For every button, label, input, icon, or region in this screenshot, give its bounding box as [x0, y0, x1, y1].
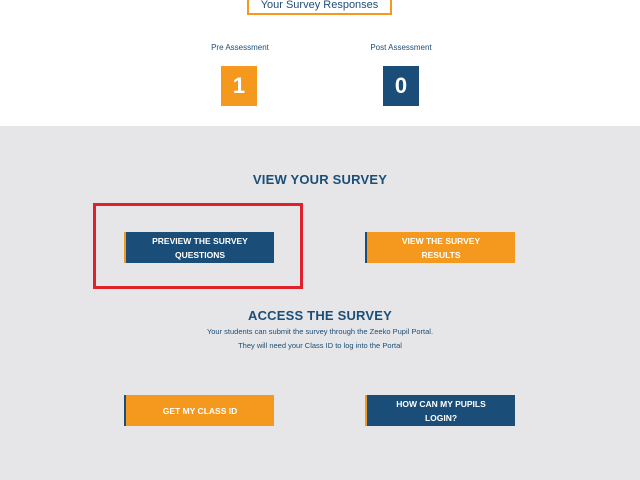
- view-survey-results-button[interactable]: [365, 232, 515, 263]
- preview-survey-questions-label: PREVIEW THE SURVEY QUESTIONS: [152, 235, 248, 260]
- access-survey-heading: ACCESS THE SURVEY: [247, 308, 393, 323]
- pre-assessment-label: Pre Assessment: [211, 43, 269, 52]
- preview-survey-questions-button[interactable]: [124, 232, 274, 263]
- post-assessment-label: Post Assessment: [370, 43, 432, 52]
- survey-responses-tab[interactable]: Your Survey Responses: [247, 0, 392, 15]
- view-survey-results-label: VIEW THE SURVEY RESULTS: [401, 235, 481, 260]
- access-info-line-2: They will need your Class ID to log into the Portal: [238, 341, 402, 350]
- view-survey-heading: VIEW YOUR SURVEY: [252, 172, 388, 187]
- how-can-my-pupils-login-label: HOW CAN MY PUPILS LOGIN?: [396, 398, 486, 423]
- how-can-my-pupils-login-button[interactable]: [365, 395, 515, 426]
- get-my-class-id-label: GET MY CLASS ID: [162, 405, 238, 416]
- responses-panel: [0, 0, 640, 126]
- get-my-class-id-button[interactable]: [124, 395, 274, 426]
- post-assessment-count: 0: [383, 66, 419, 106]
- access-info-line-1: Your students can submit the survey through the Zeeko Pupil Portal.: [206, 327, 434, 336]
- pre-assessment-count: 1: [221, 66, 257, 106]
